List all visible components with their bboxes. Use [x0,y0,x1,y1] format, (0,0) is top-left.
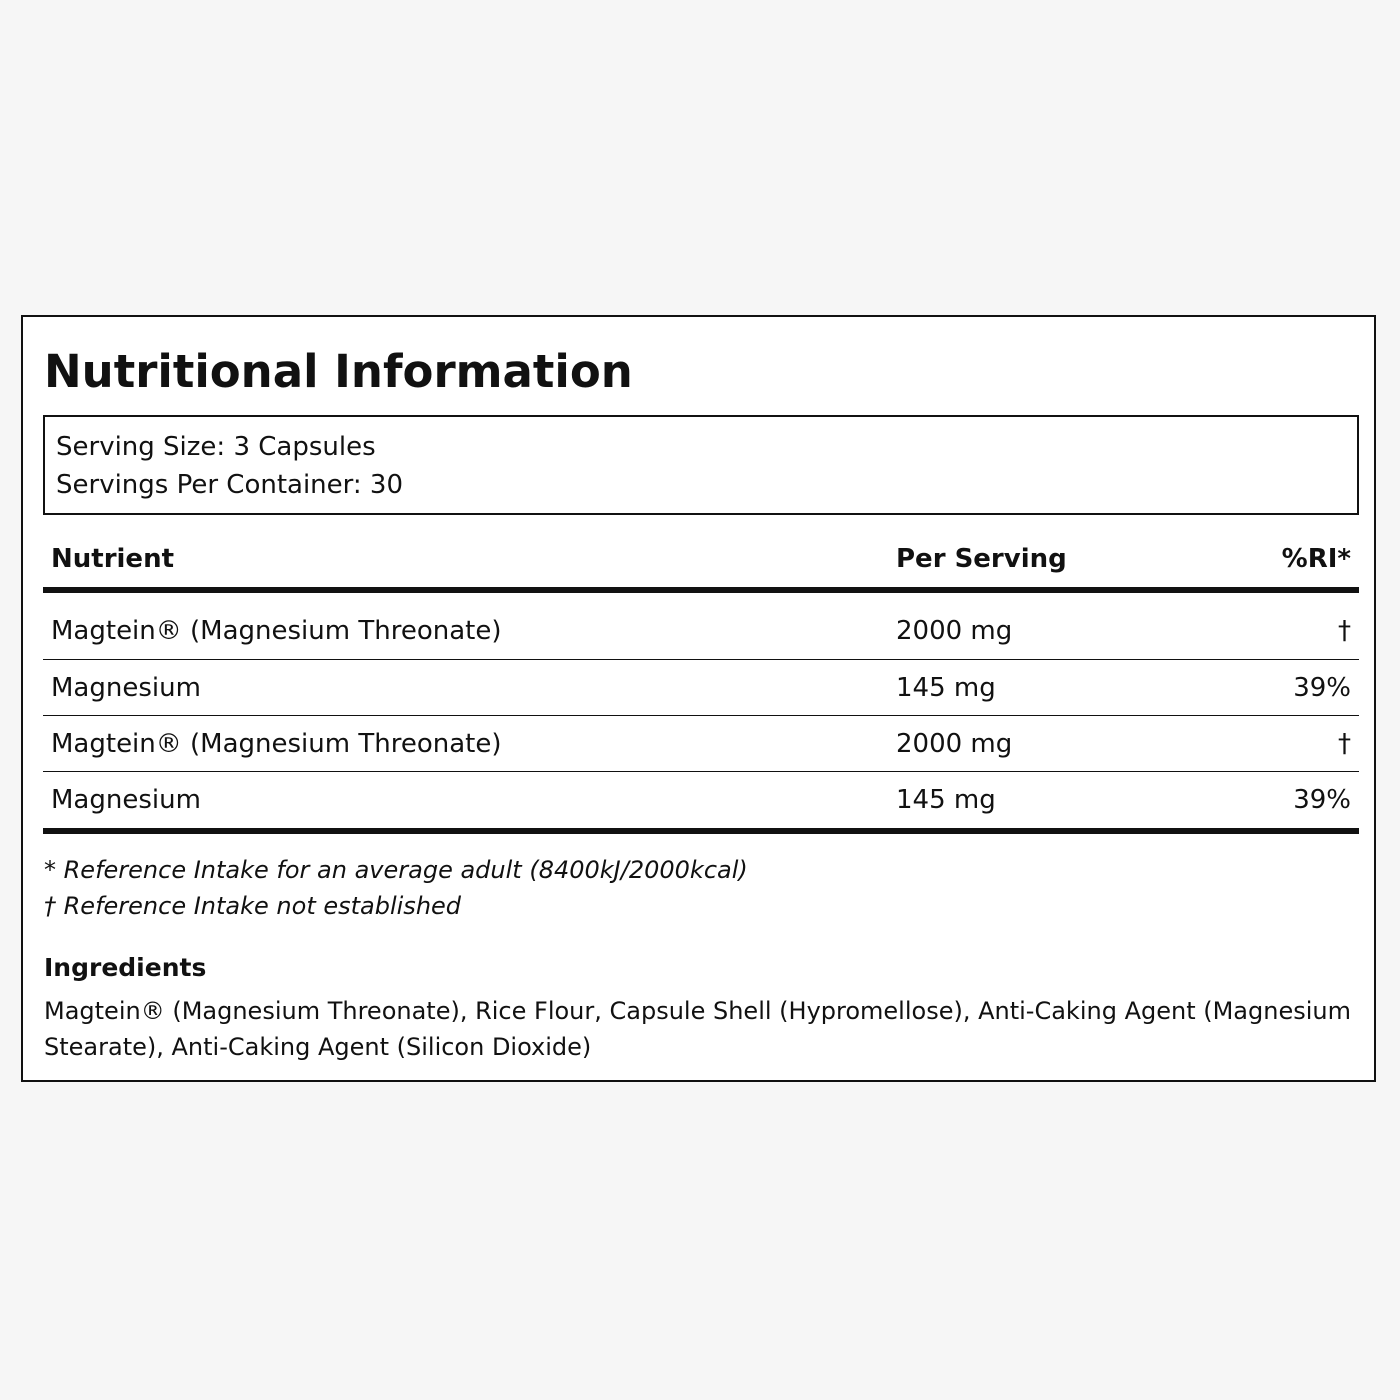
nutrition-label-panel [21,315,1376,1082]
table-header-row [43,535,1359,593]
nutrient-name: Magtein® (Magnesium Threonate) [51,616,502,646]
nutrient-amount: 145 mg [896,673,996,703]
column-header-per-serving: Per Serving [896,544,1067,574]
serving-size: Serving Size: 3 Capsules [56,432,376,462]
nutrient-name: Magtein® (Magnesium Threonate) [51,729,502,759]
column-header-ri: %RI* [1281,544,1351,574]
ingredients-list: Magtein® (Magnesium Threonate), Rice Flour, Capsule Shell (Hypromellose), Anti-Caking Agent (Magnesium Stearate), Anti-Caking Agent (Silicon Dioxide) [44,997,1351,1061]
footnote-reference-intake: * Reference Intake for an average adult (8400kJ/2000kcal) [44,856,748,884]
page-title: Nutritional Information [44,345,633,398]
table-row [43,716,1359,772]
nutrient-ri: † [1338,616,1351,646]
nutrient-ri: 39% [1293,785,1351,815]
nutrient-name: Magnesium [51,673,201,703]
footnote-not-established: † Reference Intake not established [44,892,462,920]
servings-per-container: Servings Per Container: 30 [56,470,404,500]
table-row [43,593,1359,660]
nutrient-amount: 145 mg [896,785,996,815]
nutrient-name: Magnesium [51,785,201,815]
column-header-nutrient: Nutrient [51,544,175,574]
ingredients-heading: Ingredients [44,953,207,982]
nutrient-table [43,535,1359,834]
nutrient-amount: 2000 mg [896,729,1013,759]
nutrient-ri: † [1338,729,1351,759]
serving-info-box [43,415,1359,515]
table-row [43,660,1359,716]
nutrient-ri: 39% [1293,673,1351,703]
nutrient-amount: 2000 mg [896,616,1013,646]
table-row [43,772,1359,834]
